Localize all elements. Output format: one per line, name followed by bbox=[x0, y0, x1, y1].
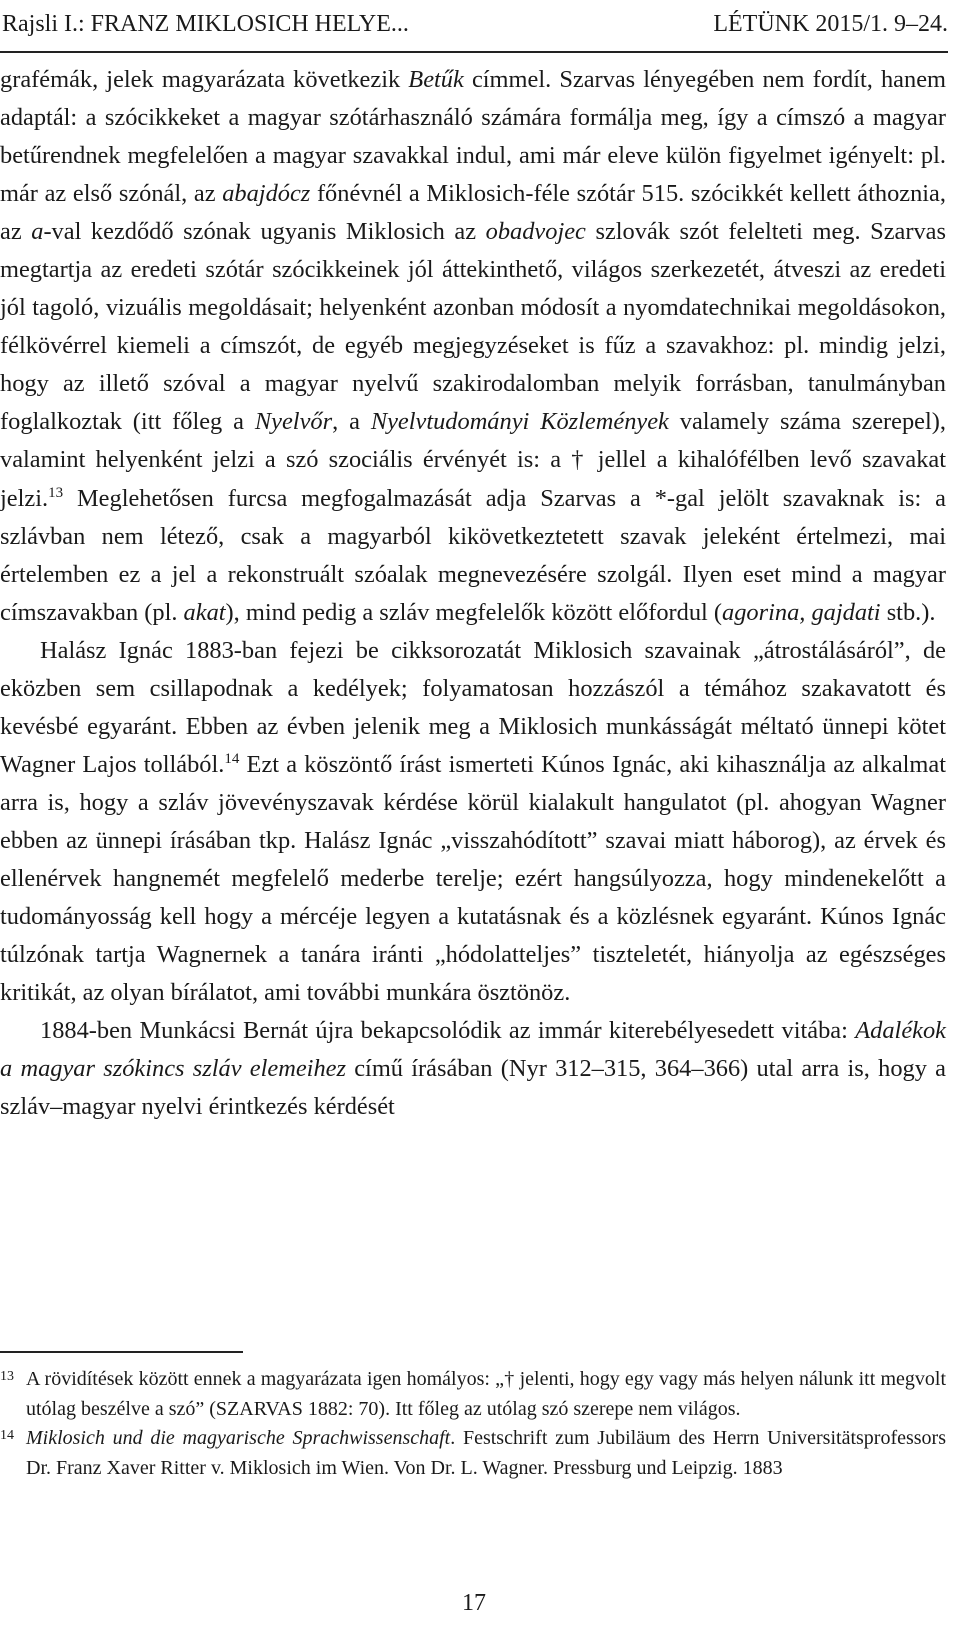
footnote bbox=[0, 1365, 946, 1424]
italic-text: abajdócz bbox=[222, 180, 311, 208]
footnotes bbox=[0, 1365, 946, 1483]
italic-text: Adalékok a magyar szókincs szláv elemeihez bbox=[0, 1017, 946, 1083]
italic-text: obadvojec bbox=[485, 218, 586, 246]
footnote bbox=[0, 1424, 946, 1483]
footnote-rule bbox=[0, 1351, 243, 1353]
text-run: A rövidítések között ennek a magyarázata igen homályos: „† jelenti, hogy egy vagy más helyen nálunk itt megvolt utólag beszélve a szó” (SZARVAS 1882: 70). Itt főleg az utólag szó szerepe nem világos. bbox=[26, 1368, 946, 1420]
text-run: -val kezdődő szónak ugyanis Miklosich az bbox=[43, 218, 486, 246]
footnote-number: 13 bbox=[0, 1369, 14, 1384]
footnote-number: 14 bbox=[0, 1428, 14, 1443]
header-rule bbox=[0, 51, 948, 53]
footnote-text bbox=[26, 1368, 946, 1420]
text-run: Halász Ignác 1883-ban fejezi be cikksorozatát Miklosich szavainak „átrostálásáról”, de eközben sem csillapodnak a kedélyek; folyamatosan hozzászól a témához szakavatott és kevésbé egyaránt. Ebben az évben jelenik meg a Miklosich munkásságát méltató ünnepi kötet Wagner Lajos tollából. bbox=[0, 636, 946, 778]
text-run: , a bbox=[332, 408, 371, 436]
italic-text: akat bbox=[183, 598, 226, 626]
italic-text: Betűk bbox=[408, 66, 464, 93]
italic-text: Miklosich und die magyarische Sprachwissenschaft bbox=[26, 1427, 451, 1449]
header-author-title: Rajsli I.: FRANZ MIKLOSICH HELYE... bbox=[2, 11, 409, 37]
paragraph bbox=[0, 61, 946, 632]
running-header bbox=[0, 4, 948, 44]
text-run: 1884-ben Munkácsi Bernát újra bekapcsolódik az immár kiterebélyesedett vitába: bbox=[40, 1017, 856, 1045]
text-run: ), mind pedig a szláv megfelelők között előfordul ( bbox=[225, 598, 723, 626]
footnote-ref: 13 bbox=[48, 484, 64, 501]
italic-text: Nyelvtudományi Közlemények bbox=[370, 408, 669, 436]
italic-text: Nyelvőr bbox=[254, 408, 333, 436]
text-run: valamely száma szerepel), valamint helyenként jelzi a szó szociális érvényét is: a † jellel a kihalófélben levő szavakat jelzi. bbox=[0, 408, 946, 512]
body-text bbox=[0, 61, 946, 1126]
text-run: . Festschrift zum Jubiläum des Herrn Universitätsprofessors Dr. Franz Xaver Ritter v. Miklosich im Wien. Von Dr. L. Wagner. Pressburg und Leipzig. 1883 bbox=[26, 1427, 946, 1479]
footnote-ref: 14 bbox=[224, 750, 240, 767]
italic-text: a bbox=[31, 218, 44, 246]
text-run: című írásában (Nyr 312–315, 364–366) utal arra is, hogy a szláv–magyar nyelvi érintkezés kérdését bbox=[0, 1055, 946, 1121]
text-run: stb.). bbox=[880, 598, 936, 626]
text-run: Meglehetősen furcsa megfogalmazását adja Szarvas a *-gal jelölt szavaknak is: a szlávban nem létező, csak a magyarból kikövetkeztetett szavak jeleként értelmezi, mai értelemben ez a jel a rekonstruált szóalak megnevezésére szolgál. Ilyen eset mind a magyar címszavakban (pl. bbox=[0, 484, 946, 626]
footnote-text bbox=[26, 1427, 946, 1479]
text-run: főnévnél a Miklosich-féle szótár 515. szócikkét kellett áthoznia, az bbox=[0, 180, 946, 246]
text-run: grafémák, jelek magyarázata következik bbox=[0, 66, 409, 93]
text-run: szlovák szót felelteti meg. Szarvas megtartja az eredeti szótár szócikkeinek jól áttekinthető, világos szerkezetét, átveszi az eredeti jól tagoló, vizuális megoldásait; helyenként azonban módosít a nyomdatechnikai megoldásokon, félkövérrel kiemeli a címszót, de egyéb megjegyzéseket is fűz a szavakhoz: pl. mindig jelzi, hogy az illető szóval a magyar nyelvű szakirodalomban melyik forrásban, tanulmányban foglalkoztak (itt főleg a bbox=[0, 218, 946, 436]
text-run: Ezt a köszöntő írást ismerteti Kúnos Ignác, aki kihasználja az alkalmat arra is, hogy a szláv jövevényszavak kérdése körül kialakult hangulatot (pl. ahogyan Wagner ebben az ünnepi írásában tkp. Halász Ignác „visszahódított” szavai miatt háborog), az érvek és ellenérvek hangnemét megfelelő mederbe terelje; ezért hangsúlyozza, hogy mindenekelőtt a tudományosság kell hogy a mércéje legyen a kutatásnak és a közlésnek egyaránt. Kúnos Ignác túlzónak tartja Wagnernek a tanára iránti „hódolatteljes” tiszteletét, hiányolja az egészséges kritikát, az olyan bírálatot, ami további munkára ösztönöz. bbox=[0, 750, 946, 1007]
paragraph bbox=[0, 1012, 946, 1126]
header-journal-ref: LÉTÜNK 2015/1. 9–24. bbox=[713, 11, 948, 37]
text-run: címmel. Szarvas lényegében nem fordít, hanem adaptál: a szócikkeket a magyar szótárhasználó számára formálja meg, így a címszó a magyar betűrendnek megfelelően a magyar szavakkal indul, ami már eleve külön figyelmet igényelt: pl. már az első szónál, az bbox=[0, 66, 946, 208]
page-number: 17 bbox=[462, 1590, 486, 1616]
paragraph bbox=[0, 632, 946, 1012]
italic-text: agorina, gajdati bbox=[722, 598, 881, 626]
